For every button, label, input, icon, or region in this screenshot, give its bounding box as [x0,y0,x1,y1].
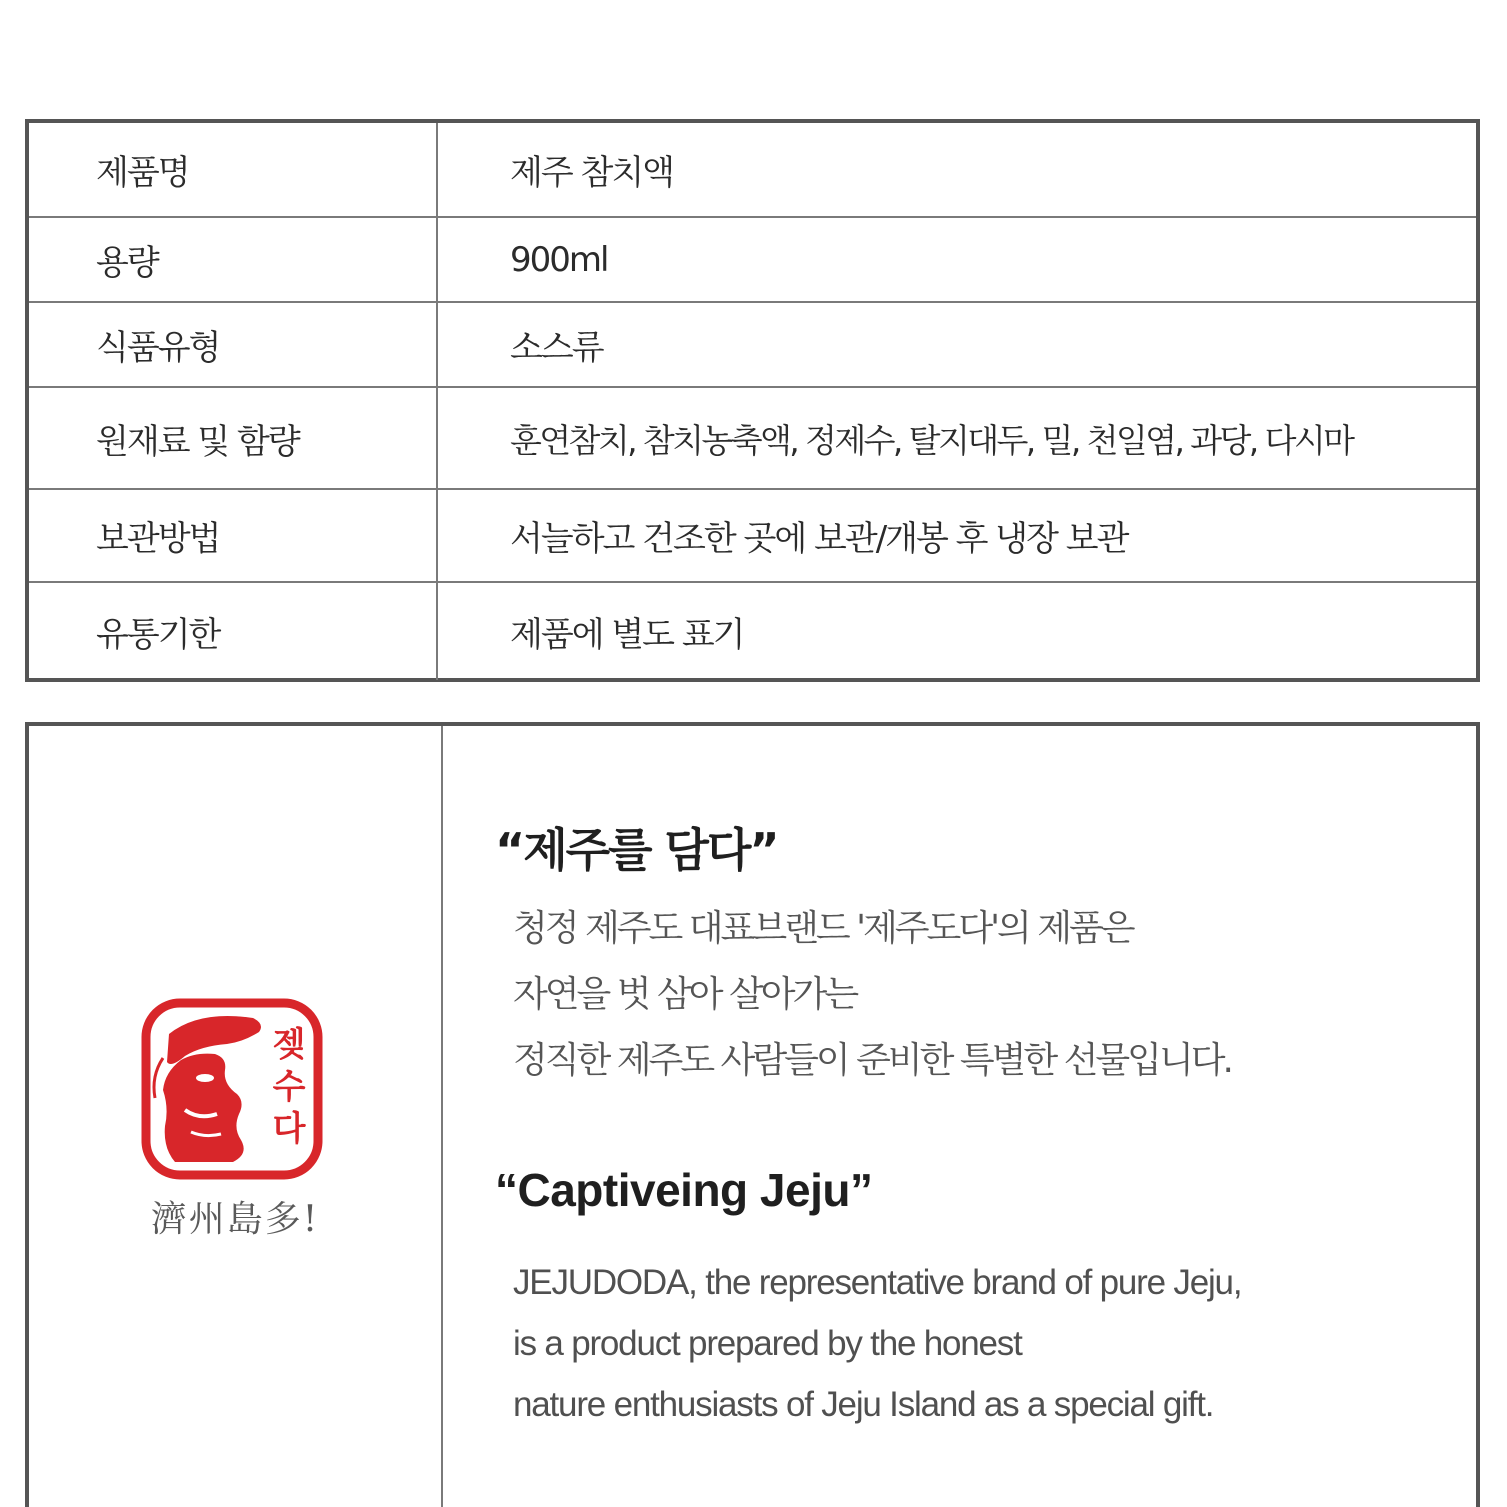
table-row [29,582,1476,680]
column-divider [441,726,443,1507]
spec-label-product-name: 제품명 [29,123,437,217]
korean-description-line: 청정 제주도 대표브랜드 '제주도다'의 제품은 [513,908,1133,949]
english-heading: “Captiveing Jeju” [495,1164,873,1216]
spec-label-volume: 용량 [29,217,437,302]
spec-label-expiry: 유통기한 [29,582,437,680]
spec-label-food-type: 식품유형 [29,302,437,387]
spec-value-storage: 서늘하고 건조한 곳에 보관/개봉 후 냉장 보관 [437,489,1476,582]
spec-label-storage: 보관방법 [29,489,437,582]
english-description-line: nature enthusiasts of Jeju Island as a special gift. [513,1385,1214,1424]
korean-heading: “제주를 담다” [495,823,778,877]
korean-description-line: 정직한 제주도 사람들이 준비한 특별한 선물입니다. [513,1040,1231,1081]
english-description-line: is a product prepared by the honest [513,1324,1022,1363]
svg-text:수: 수 [272,1067,306,1107]
table-row [29,387,1476,489]
spec-value-food-type: 소스류 [437,302,1476,387]
korean-description [513,896,1231,1094]
spec-value-product-name: 제주 참치액 [437,123,1476,217]
spec-label-ingredients: 원재료 및 함량 [29,387,437,489]
brand-info-box [25,722,1480,1507]
table-row [29,489,1476,582]
spec-value-ingredients: 훈연참치, 참치농축액, 정제수, 탈지대두, 밀, 천일염, 과당, 다시마 [437,387,1476,489]
svg-text:젲: 젲 [272,1025,306,1065]
svg-text:다: 다 [272,1109,306,1149]
spec-grid [29,123,1476,680]
table-row [29,123,1476,217]
table-row [29,302,1476,387]
table-row [29,217,1476,302]
spec-value-volume: 900ml [437,217,1476,302]
stamp-face-icon [141,998,323,1180]
logo-caption: 濟州島多! [150,1199,320,1240]
english-description [513,1252,1241,1435]
product-spec-table [25,119,1480,682]
jejudoda-logo [141,998,323,1180]
english-description-line: JEJUDODA, the representative brand of pure Jeju, [513,1263,1242,1302]
spec-value-expiry: 제품에 별도 표기 [510,615,744,655]
korean-description-line: 자연을 벗 삼아 살아가는 [513,974,857,1015]
